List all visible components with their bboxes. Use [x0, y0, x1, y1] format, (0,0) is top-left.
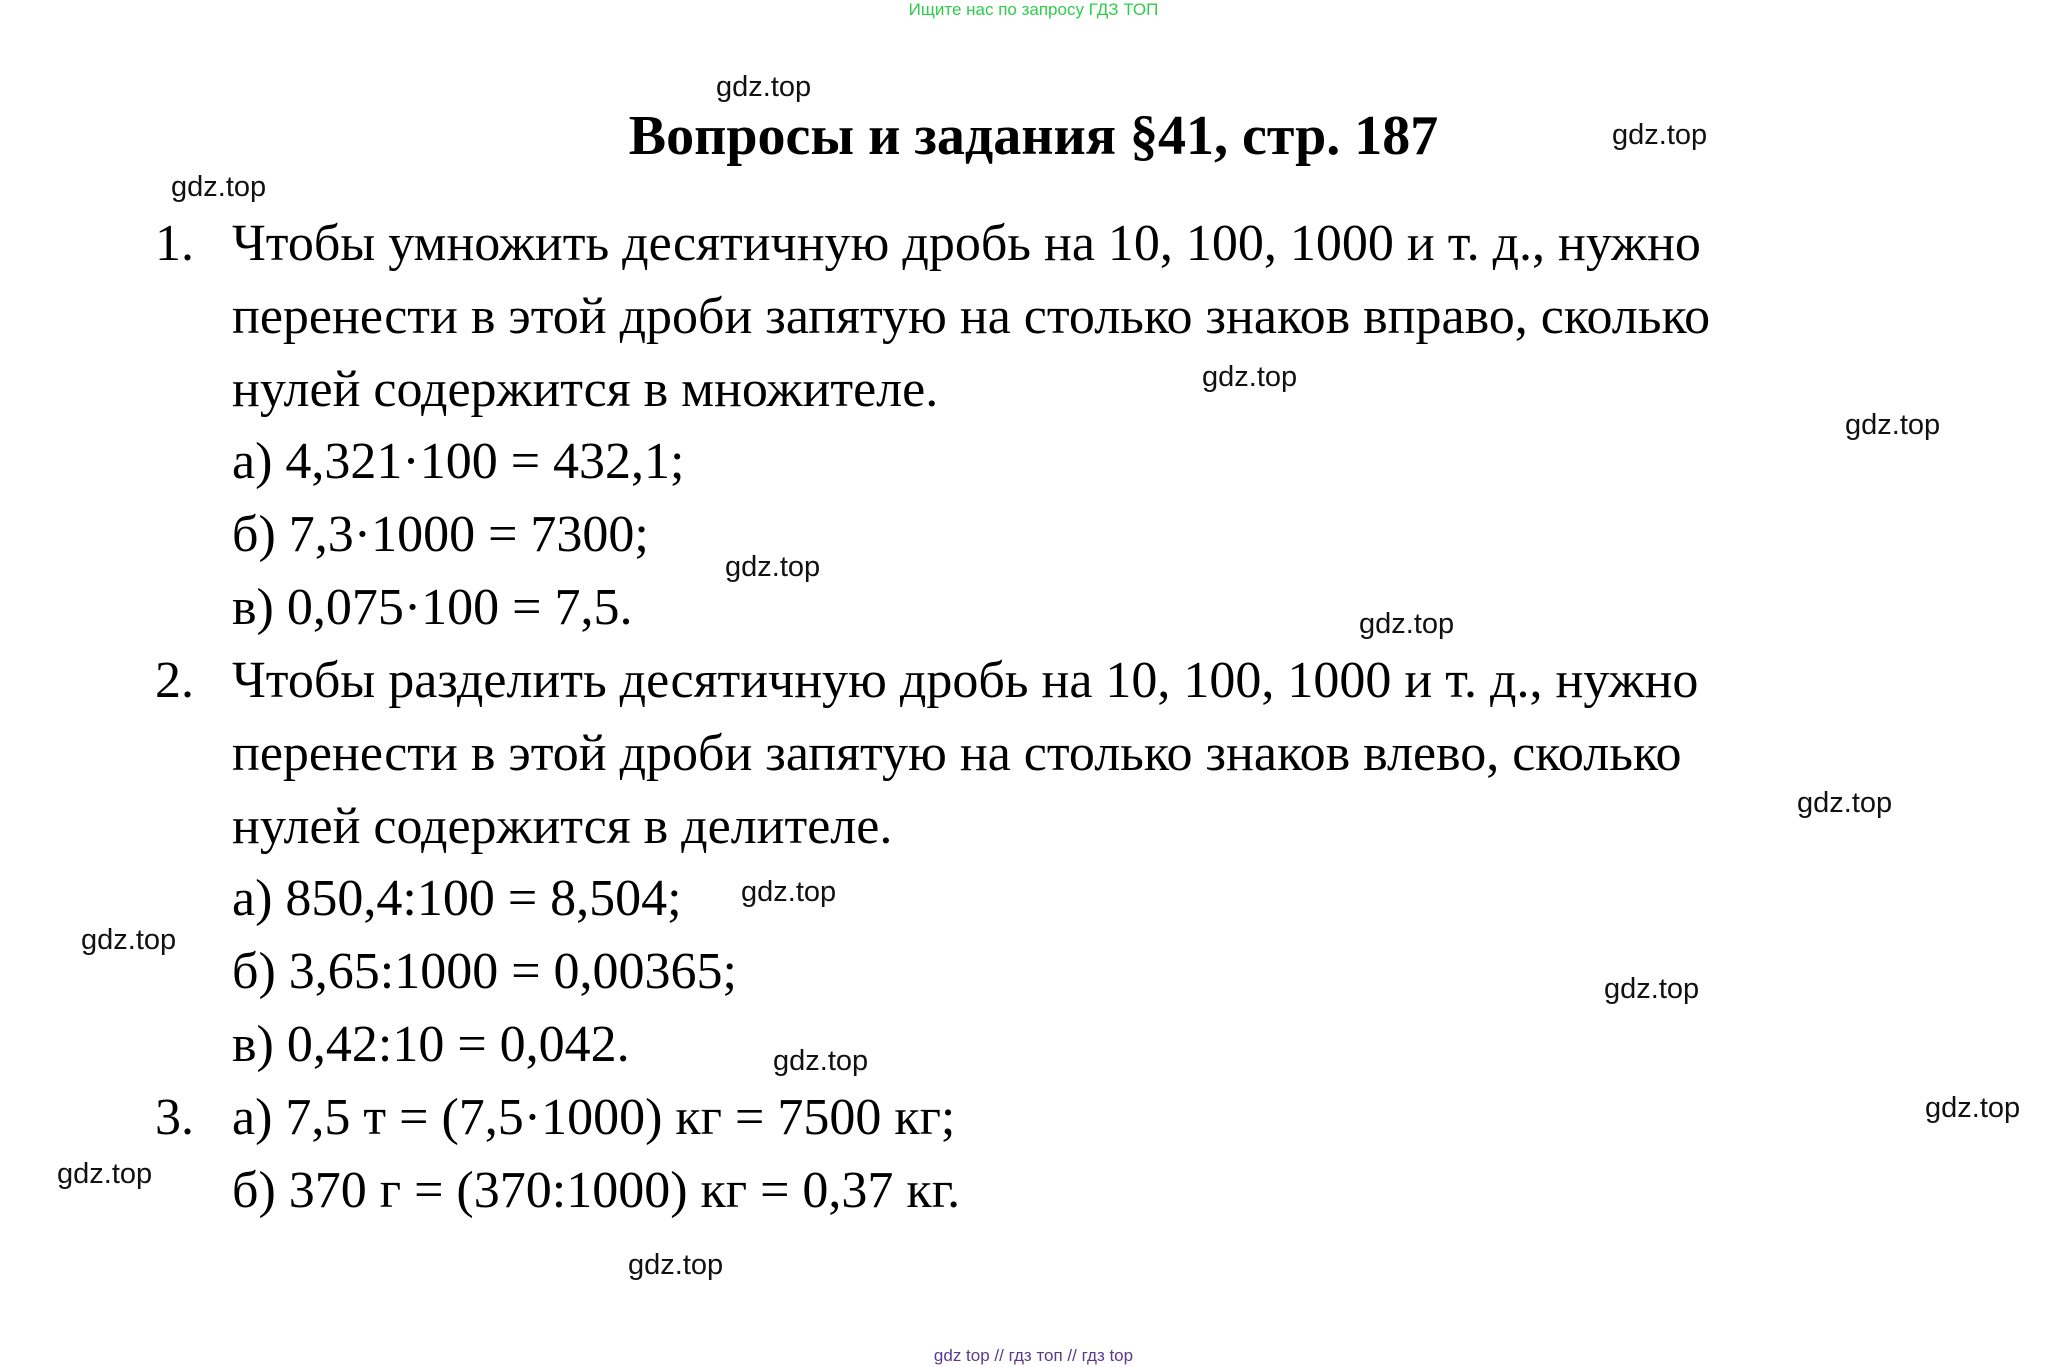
watermark: gdz.top: [628, 1249, 724, 1281]
answer-2-text-line: Чтобы разделить десятичную дробь на 10, 100, 1000 и т. д., нужно: [232, 652, 1699, 709]
top-banner: Ищите нас по запросу ГДЗ ТОП: [908, 0, 1159, 19]
watermark: gdz.top: [1925, 1092, 2021, 1124]
answer-3-item-a: а) 7,5 т = (7,5·1000) кг = 7500 кг;: [232, 1089, 956, 1146]
watermark: gdz.top: [716, 71, 812, 103]
watermark: gdz.top: [171, 171, 267, 203]
watermark: gdz.top: [1202, 361, 1298, 393]
page-title: Вопросы и задания §41, стр. 187: [628, 105, 1439, 167]
watermark: gdz.top: [1612, 119, 1708, 151]
watermark: gdz.top: [1797, 787, 1893, 819]
watermark: gdz.top: [1845, 409, 1941, 441]
answer-1-number: 1.: [155, 215, 194, 272]
answer-2-item-c: в) 0,42:10 = 0,042.: [232, 1016, 630, 1073]
watermark: gdz.top: [773, 1045, 869, 1077]
watermark: gdz.top: [725, 551, 821, 583]
answer-1-text-line: Чтобы умножить десятичную дробь на 10, 100, 1000 и т. д., нужно: [232, 215, 1701, 272]
answer-3-number: 3.: [155, 1089, 194, 1146]
watermark: gdz.top: [741, 876, 837, 908]
watermark: gdz.top: [57, 1158, 153, 1190]
answer-2-number: 2.: [155, 652, 194, 709]
answer-1-text-line: перенести в этой дроби запятую на столько знаков вправо, сколько: [232, 288, 1711, 345]
watermark: gdz.top: [1359, 608, 1455, 640]
watermark: gdz.top: [81, 924, 177, 956]
answer-2-text-line: нулей содержится в делителе.: [232, 798, 893, 855]
footer-links: gdz top // гдз топ // гдз top: [933, 1346, 1134, 1365]
answer-1-item-b: б) 7,3·1000 = 7300;: [232, 506, 649, 563]
answer-1-item-a: а) 4,321·100 = 432,1;: [232, 433, 685, 490]
answer-1-text-line: нулей содержится в множителе.: [232, 361, 939, 418]
answer-2-item-b: б) 3,65:1000 = 0,00365;: [232, 943, 737, 1000]
answer-1-item-c: в) 0,075·100 = 7,5.: [232, 579, 633, 636]
answer-2-item-a: а) 850,4:100 = 8,504;: [232, 870, 682, 927]
watermark: gdz.top: [1604, 973, 1700, 1005]
answer-3-item-b: б) 370 г = (370:1000) кг = 0,37 кг.: [232, 1162, 961, 1219]
answer-2-text-line: перенести в этой дроби запятую на столько знаков влево, сколько: [232, 725, 1682, 782]
